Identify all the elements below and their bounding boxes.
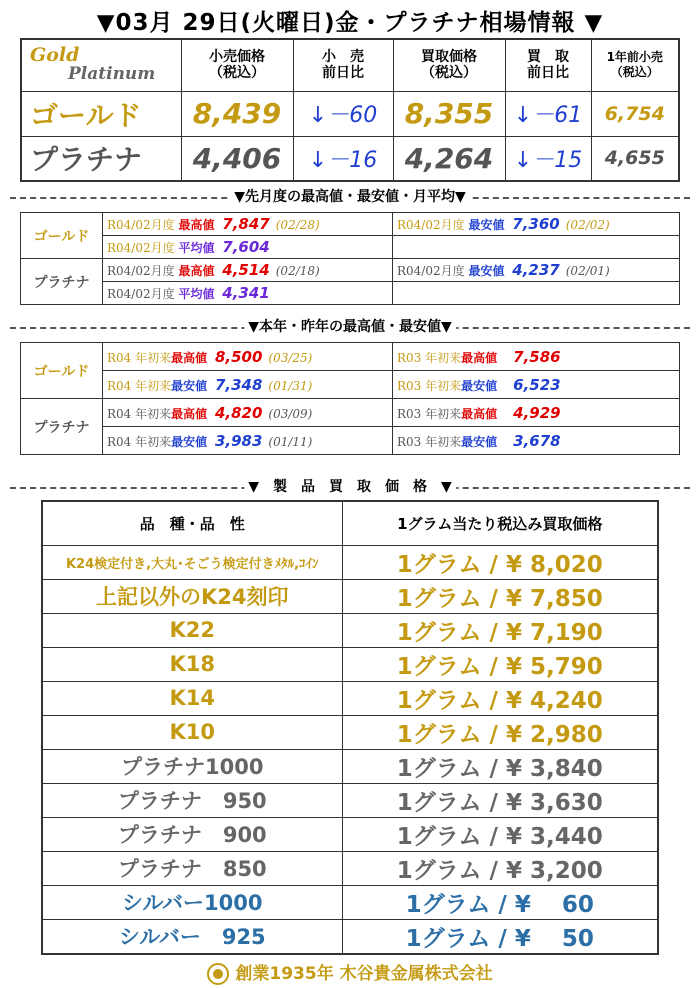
product-row (42, 579, 658, 613)
monthly-platinum-low: R04/02月度 最安値 4,237 (02/01) (393, 259, 680, 282)
product-row (42, 613, 658, 647)
product-price: 1グラム / ¥ 7,850 (342, 579, 658, 613)
product-row (42, 681, 658, 715)
section-monthly-divider (10, 188, 690, 206)
product-row (42, 715, 658, 749)
section-yearly-divider (10, 318, 690, 336)
logo-gold: Gold (30, 44, 80, 67)
monthly-platinum-avg: R04/02月度 平均値 4,341 (103, 282, 393, 305)
yearly-platinum-r03-high: R03 年初来最高値 4,929 (393, 399, 680, 427)
yearly-table (20, 342, 680, 455)
monthly-platinum-high: R04/02月度 最高値 4,514 (02/18) (103, 259, 393, 282)
section-monthly-title: ▼先月度の最高値・最安値・月平均▼ (230, 188, 470, 206)
product-price: 1グラム / ¥ 3,840 (342, 749, 658, 783)
product-name: K18 (42, 647, 342, 681)
monthly-gold-avg: R04/02月度 平均値 7,604 (103, 236, 393, 259)
gold-price-row (21, 91, 679, 136)
monthly-gold-label: ゴールド (21, 213, 103, 259)
product-price: 1グラム / ¥ 4,240 (342, 681, 658, 715)
yearly-platinum-label: プラチナ (21, 399, 103, 455)
product-name: K24検定付き,大丸･そごう検定付きﾒﾀﾙ,ｺｲﾝ (42, 545, 342, 579)
product-price: 1グラム / ¥ 3,630 (342, 783, 658, 817)
product-price: 1グラム / ¥ 3,440 (342, 817, 658, 851)
product-price: 1グラム / ¥ 8,020 (342, 545, 658, 579)
product-price: 1グラム / ¥ 7,190 (342, 613, 658, 647)
product-name: プラチナ1000 (42, 749, 342, 783)
gold-buy-diff: ↓－61 (505, 91, 591, 136)
products-head-name: 品 種・品 性 (42, 501, 342, 545)
yearly-gold-label: ゴールド (21, 343, 103, 399)
product-price: 1グラム / ¥ 60 (342, 885, 658, 919)
product-name: K22 (42, 613, 342, 647)
price-table (20, 38, 680, 182)
product-price: 1グラム / ¥ 50 (342, 919, 658, 954)
gold-retail-diff: ↓－60 (293, 91, 393, 136)
yearly-gold-r03-high: R03 年初来最高値 7,586 (393, 343, 680, 371)
header-retail-diff: 小 売 前日比 (293, 39, 393, 91)
yearly-platinum-r04-high: R04 年初来最高値 4,820 (03/09) (103, 399, 393, 427)
product-row (42, 919, 658, 954)
monthly-gold-high: R04/02月度 最高値 7,847 (02/28) (103, 213, 393, 236)
company-name: 創業1935年 木谷貴金属株式会社 (235, 964, 493, 984)
monthly-table (20, 212, 680, 305)
gold-name: ゴールド (21, 91, 181, 136)
company-emblem-icon (207, 963, 229, 985)
product-name: プラチナ 850 (42, 851, 342, 885)
platinum-retail-diff: ↓－16 (293, 136, 393, 181)
product-row (42, 851, 658, 885)
gold-buy: 8,355 (393, 91, 505, 136)
yearly-gold-r04-low: R04 年初来最安値 7,348 (01/31) (103, 371, 393, 399)
product-row (42, 545, 658, 579)
product-row (42, 783, 658, 817)
product-name: K14 (42, 681, 342, 715)
product-row (42, 885, 658, 919)
product-name: K10 (42, 715, 342, 749)
monthly-gold-low: R04/02月度 最安値 7,360 (02/02) (393, 213, 680, 236)
platinum-name: プラチナ (21, 136, 181, 181)
product-price: 1グラム / ¥ 3,200 (342, 851, 658, 885)
product-name: シルバー 925 (42, 919, 342, 954)
gold-retail: 8,439 (181, 91, 293, 136)
products-head-price: 1グラム当たり税込み買取価格 (342, 501, 658, 545)
header-year-ago: 1年前小売 （税込） (591, 39, 679, 91)
products-table (41, 500, 659, 955)
monthly-platinum-label: プラチナ (21, 259, 103, 305)
section-yearly-title: ▼本年・昨年の最高値・最安値▼ (244, 318, 456, 336)
logo (21, 39, 181, 91)
platinum-retail: 4,406 (181, 136, 293, 181)
footer (0, 959, 700, 985)
header-buy: 買取価格 （税込） (393, 39, 505, 91)
section-products-divider (10, 478, 690, 496)
logo-platinum: Platinum (68, 64, 156, 85)
yearly-gold-r04-high: R04 年初来最高値 8,500 (03/25) (103, 343, 393, 371)
header-buy-diff: 買 取 前日比 (505, 39, 591, 91)
yearly-platinum-r04-low: R04 年初来最安値 3,983 (01/11) (103, 427, 393, 455)
product-name: シルバー1000 (42, 885, 342, 919)
yearly-gold-r03-low: R03 年初来最安値 6,523 (393, 371, 680, 399)
platinum-year-ago: 4,655 (591, 136, 679, 181)
gold-year-ago: 6,754 (591, 91, 679, 136)
product-row (42, 749, 658, 783)
product-row (42, 817, 658, 851)
platinum-price-row (21, 136, 679, 181)
yearly-platinum-r03-low: R03 年初来最安値 3,678 (393, 427, 680, 455)
product-name: プラチナ 900 (42, 817, 342, 851)
product-row (42, 647, 658, 681)
product-name: プラチナ 950 (42, 783, 342, 817)
header-retail: 小売価格 （税込） (181, 39, 293, 91)
platinum-buy: 4,264 (393, 136, 505, 181)
product-price: 1グラム / ¥ 2,980 (342, 715, 658, 749)
product-price: 1グラム / ¥ 5,790 (342, 647, 658, 681)
page-title: ▼03月 29日(火曜日)金・プラチナ相場情報 ▼ (96, 10, 604, 36)
platinum-buy-diff: ↓－15 (505, 136, 591, 181)
section-products-title: ▼ 製 品 買 取 価 格 ▼ (244, 478, 456, 496)
product-name: 上記以外のK24刻印 (42, 579, 342, 613)
